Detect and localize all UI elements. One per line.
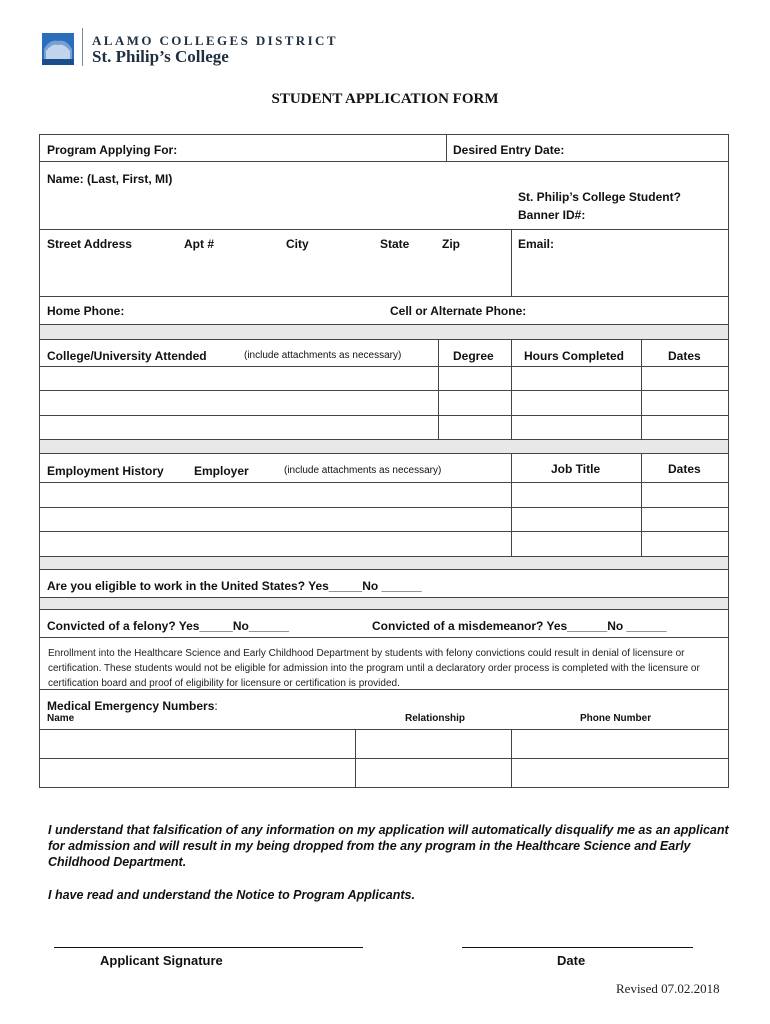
divider — [511, 339, 512, 439]
spacer-band — [40, 325, 728, 339]
spacer-band — [40, 440, 728, 453]
misdemeanor-question[interactable]: Convicted of a misdemeanor? Yes______No ______ — [372, 619, 667, 633]
employment-history-header: Employment History — [47, 464, 164, 478]
date-line[interactable] — [462, 947, 693, 948]
mission-arch-icon — [42, 33, 74, 65]
program-applying-field[interactable]: Program Applying For: — [47, 143, 178, 157]
desired-entry-date-field[interactable]: Desired Entry Date: — [453, 143, 565, 157]
spacer-band — [40, 557, 728, 569]
org-college-name: St. Philip’s College — [92, 47, 229, 66]
felony-question[interactable]: Convicted of a felony? Yes_____No______ — [47, 619, 289, 633]
divider — [39, 637, 729, 638]
divider — [39, 161, 729, 162]
banner-id-field[interactable]: Banner ID#: — [518, 208, 586, 222]
table-row-line — [39, 482, 729, 483]
divider — [39, 729, 729, 730]
medical-phone-header: Phone Number — [580, 713, 652, 724]
cell-phone-field[interactable]: Cell or Alternate Phone: — [390, 304, 527, 318]
table-row-line — [39, 366, 729, 367]
felony-notice: Enrollment into the Healthcare Science and Early Childhood Department by students with felony convictions could result in denial of licensure or certification. These students would not be eligible for admission into the program until a declaratory order process is completed with the licensure or certification board and proof of eligibility for licensure or certification is provided. — [48, 648, 700, 689]
work-eligibility-question[interactable]: Are you eligible to work in the United States? Yes_____No ______ — [47, 579, 422, 593]
divider — [511, 229, 512, 296]
street-address-field[interactable]: Street Address — [47, 237, 132, 251]
divider — [438, 339, 439, 439]
revised-date: Revised 07.02.2018 — [616, 981, 720, 996]
divider — [39, 569, 729, 570]
divider — [39, 229, 729, 230]
table-row-line — [39, 390, 729, 391]
medical-emergency-title-text: Medical Emergency Numbers — [47, 699, 215, 713]
divider — [446, 134, 447, 161]
dates-header: Dates — [668, 462, 701, 476]
org-district-name: ALAMO COLLEGES DISTRICT — [92, 33, 338, 48]
divider — [641, 453, 642, 556]
divider — [511, 453, 512, 556]
state-field[interactable]: State — [380, 237, 410, 251]
divider — [39, 453, 729, 454]
read-notice-statement: I have read and understand the Notice to Program Applicants. — [48, 888, 415, 902]
employer-header: Employer — [194, 464, 249, 478]
attachments-note: (include attachments as necessary) — [284, 465, 442, 476]
table-row-line — [39, 758, 729, 759]
date-label: Date — [557, 953, 586, 968]
dates-header: Dates — [668, 349, 701, 363]
name-field[interactable]: Name: (Last, First, MI) — [47, 172, 173, 186]
divider — [39, 296, 729, 297]
applicant-signature-label: Applicant Signature — [100, 953, 223, 968]
falsification-statement: I understand that falsification of any information on my application will automatically disqualify me as an applicant for admission and will result in my being dropped from the any program in the Healthcare Science and Early Childhood Department. — [48, 823, 729, 869]
medical-emergency-title-suffix: : — [214, 699, 218, 713]
medical-emergency-title — [47, 699, 218, 713]
divider — [39, 609, 729, 610]
form-title: STUDENT APPLICATION FORM — [271, 91, 499, 107]
table-row-line — [39, 507, 729, 508]
city-field[interactable]: City — [286, 237, 309, 251]
job-title-header: Job Title — [551, 462, 601, 476]
hours-completed-header: Hours Completed — [524, 349, 625, 363]
spacer-band — [40, 598, 728, 609]
spc-student-question: St. Philip’s College Student? — [518, 190, 681, 204]
divider — [641, 339, 642, 439]
attachments-note: (include attachments as necessary) — [244, 350, 402, 361]
medical-relationship-header: Relationship — [405, 713, 466, 724]
degree-header: Degree — [453, 349, 494, 363]
signature-line[interactable] — [54, 947, 363, 948]
home-phone-field[interactable]: Home Phone: — [47, 304, 125, 318]
divider — [39, 689, 729, 690]
apt-field[interactable]: Apt # — [184, 237, 214, 251]
medical-name-header: Name — [47, 713, 75, 724]
table-row-line — [39, 531, 729, 532]
zip-field[interactable]: Zip — [442, 237, 460, 251]
table-row-line — [39, 415, 729, 416]
divider — [39, 339, 729, 340]
college-attended-header: College/University Attended — [47, 349, 207, 363]
logo-divider — [82, 28, 83, 66]
email-field[interactable]: Email: — [518, 237, 555, 251]
